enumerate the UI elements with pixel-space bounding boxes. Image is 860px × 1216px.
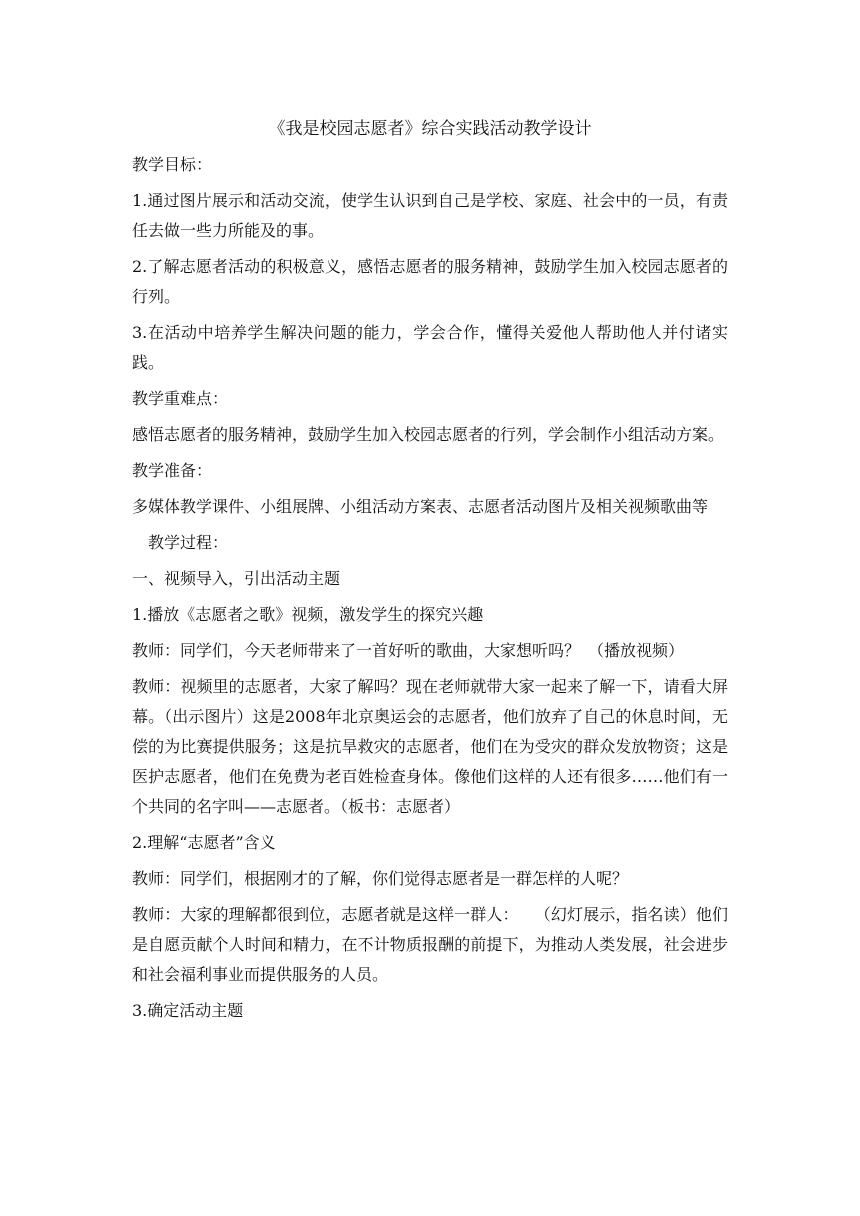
teacher-dialogue-1: 教师：同学们，今天老师带来了一首好听的歌曲，大家想听吗？ （播放视频）	[132, 641, 685, 660]
teacher-dialogue-2: 教师：视频里的志愿者，大家了解吗？现在老师就带大家一起来了解一下，请看大屏幕。（出示图片）这是2008年北京奥运会的志愿者，他们放弃了自己的休息时间，无偿的为比赛提供服务；这是抗旱救灾的志愿者，他们在为受灾的群众发放物资；这是医护志愿者，他们在免费为老百姓检查身体。像他们这样的人还有很多……他们有一个共同的名字叫——志愿者。（板书：志愿者）	[132, 677, 728, 816]
section-heading-key-points: 教学重难点：	[132, 389, 229, 408]
section-heading-process: 教学过程：	[148, 533, 229, 552]
key-points-text: 感悟志愿者的服务精神，鼓励学生加入校园志愿者的行列，学会制作小组活动方案。	[132, 425, 725, 444]
process-substep-1-2: 2.理解“志愿者”含义	[132, 833, 276, 852]
process-substep-1-3: 3.确定活动主题	[132, 1001, 244, 1020]
section-heading-objectives: 教学目标：	[132, 155, 213, 174]
document-content	[132, 116, 728, 1032]
objective-2: 2.了解志愿者活动的积极意义，感悟志愿者的服务精神，鼓励学生加入校园志愿者的行列。	[132, 257, 728, 306]
process-substep-1-1: 1.播放《志愿者之歌》视频，激发学生的探究兴趣	[132, 605, 484, 624]
process-step-1-heading: 一、视频导入，引出活动主题	[132, 569, 341, 588]
teacher-dialogue-3: 教师：同学们，根据刚才的了解，你们觉得志愿者是一群怎样的人呢？	[132, 869, 629, 888]
section-heading-preparation: 教学准备：	[132, 461, 213, 480]
teacher-dialogue-4: 教师：大家的理解都很到位，志愿者就是这样一群人： （幻灯展示，指名读）他们是自愿贡献个人时间和精力，在不计物质报酬的前提下，为推动人类发展，社会进步和社会福利事业而提供服务的人员。	[132, 905, 728, 984]
document-title: 《我是校园志愿者》综合实践活动教学设计	[268, 119, 592, 139]
objective-1: 1.通过图片展示和活动交流，使学生认识到自己是学校、家庭、社会中的一员，有责任去做一些力所能及的事。	[132, 191, 728, 240]
objective-3: 3.在活动中培养学生解决问题的能力，学会合作，懂得关爱他人帮助他人并付诸实践。	[132, 323, 728, 372]
preparation-text: 多媒体教学课件、小组展牌、小组活动方案表、志愿者活动图片及相关视频歌曲等	[132, 497, 709, 516]
